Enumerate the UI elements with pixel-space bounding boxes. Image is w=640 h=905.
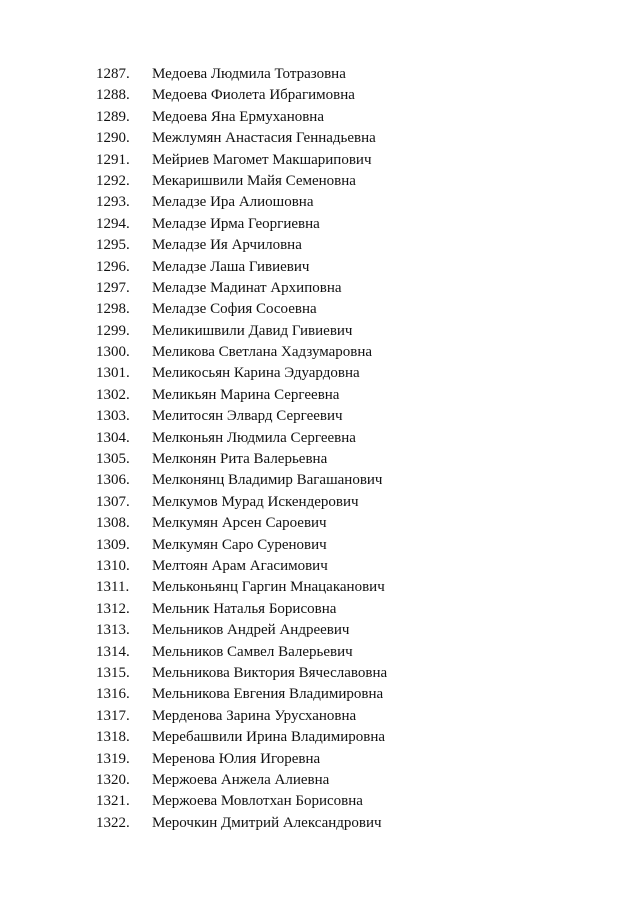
entry-number: 1300. (96, 344, 130, 361)
entry-number: 1308. (96, 515, 130, 532)
entry-number: 1295. (96, 237, 130, 254)
list-item (96, 171, 387, 192)
entry-name: Меладзе Лаша Гивиевич (152, 258, 310, 275)
entry-name: Меладзе Ия Арчиловна (152, 237, 302, 254)
list-item (96, 556, 387, 577)
entry-name: Медоева Людмила Тотразовна (152, 66, 346, 82)
entry-name: Мельников Андрей Андреевич (152, 622, 350, 639)
entry-name: Медоева Фиолета Ибрагимовна (152, 87, 355, 104)
entry-number: 1304. (96, 429, 130, 446)
entry-name: Меладзе Ирма Георгиевна (152, 215, 320, 232)
list-item (96, 107, 387, 128)
list-item (96, 813, 387, 834)
list-item (96, 85, 387, 106)
entry-name: Мелкумов Мурад Искендерович (152, 493, 359, 510)
list-item (96, 535, 387, 556)
list-item (96, 385, 387, 406)
entry-name: Меренова Юлия Игоревна (152, 750, 321, 767)
list-item (96, 620, 387, 641)
entry-name: Мельник Наталья Борисовна (152, 600, 337, 617)
list-item (96, 770, 387, 791)
list-item (96, 577, 387, 598)
entry-number: 1315. (96, 664, 130, 681)
entry-number: 1289. (96, 108, 130, 125)
entry-number: 1299. (96, 322, 130, 339)
entry-name: Меликова Светлана Хадзумаровна (152, 344, 373, 361)
entry-name: Мелконянц Владимир Вагашанович (152, 472, 383, 489)
entry-number: 1316. (96, 686, 130, 703)
entry-number: 1312. (96, 600, 130, 617)
entry-name: Мержоева Мовлотхан Борисовна (152, 793, 363, 810)
entry-number: 1291. (96, 151, 130, 168)
entry-number: 1288. (96, 87, 130, 104)
list-item (96, 150, 387, 171)
entry-number: 1322. (96, 814, 130, 831)
entry-name: Мельникова Евгения Владимировна (152, 686, 384, 703)
list-item (96, 406, 387, 427)
list-item (96, 321, 387, 342)
entry-name: Мержоева Анжела Алиевна (152, 771, 330, 788)
list-item (96, 449, 387, 470)
entry-name: Мекаришвили Майя Семеновна (152, 172, 356, 189)
entry-number: 1314. (96, 643, 130, 660)
entry-number: 1317. (96, 707, 130, 724)
entry-number: 1309. (96, 536, 130, 553)
entry-name: Мельников Самвел Валерьевич (152, 643, 353, 660)
list-item (96, 684, 387, 705)
entry-number: 1297. (96, 279, 130, 296)
list-item (96, 599, 387, 620)
entry-name: Меладзе София Сосоевна (152, 301, 317, 318)
list-item (96, 299, 387, 320)
entry-number: 1301. (96, 365, 130, 382)
entry-number: 1296. (96, 258, 130, 275)
list-item (96, 663, 387, 684)
entry-name: Мельникова Виктория Вячеславовна (152, 664, 388, 681)
list-item (96, 428, 387, 449)
list-item (96, 513, 387, 534)
entry-name: Меликишвили Давид Гивиевич (152, 322, 353, 339)
entry-number: 1292. (96, 172, 130, 189)
entry-name: Меладзе Мадинат Архиповна (152, 279, 342, 296)
entry-name: Медоева Яна Ермухановна (152, 108, 324, 125)
entry-number: 1298. (96, 301, 130, 318)
entry-number: 1318. (96, 729, 130, 746)
entry-name: Меликьян Марина Сергеевна (152, 386, 340, 403)
entry-name: Меребашвили Ирина Владимировна (152, 729, 386, 746)
entry-number: 1319. (96, 750, 130, 767)
entry-number: 1302. (96, 386, 130, 403)
entry-name: Мелтоян Арам Агасимович (152, 557, 328, 574)
entry-number: 1290. (96, 130, 130, 147)
entry-number: 1294. (96, 215, 130, 232)
list-item (96, 727, 387, 748)
entry-number: 1305. (96, 451, 130, 468)
entry-name: Межлумян Анастасия Геннадьевна (152, 130, 376, 147)
entry-number: 1287. (96, 66, 130, 82)
entry-name: Мелконьян Людмила Сергеевна (152, 429, 356, 446)
list-item (96, 791, 387, 812)
list-item (96, 64, 387, 85)
entry-number: 1303. (96, 408, 130, 425)
entry-name: Мелконян Рита Валерьевна (152, 451, 328, 468)
entry-name: Мейриев Магомет Макшарипович (152, 151, 372, 168)
name-list (96, 64, 387, 834)
list-item (96, 278, 387, 299)
list-item (96, 192, 387, 213)
entry-number: 1320. (96, 771, 130, 788)
list-item (96, 235, 387, 256)
entry-number: 1293. (96, 194, 130, 211)
entry-number: 1307. (96, 493, 130, 510)
list-item (96, 749, 387, 770)
list-item (96, 214, 387, 235)
list-item (96, 706, 387, 727)
list-item (96, 642, 387, 663)
list-item (96, 342, 387, 363)
entry-number: 1311. (96, 579, 130, 596)
list-item (96, 492, 387, 513)
entry-name: Мерочкин Дмитрий Александрович (152, 814, 382, 831)
entry-name: Меладзе Ира Алиошовна (152, 194, 314, 211)
entry-number: 1321. (96, 793, 130, 810)
entry-name: Мелитосян Элвард Сергеевич (152, 408, 343, 425)
entry-name: Мелкумян Саро Суренович (152, 536, 327, 553)
entry-name: Мельконьянц Гаргин Мнацаканович (152, 579, 385, 596)
list-item (96, 470, 387, 491)
list-item (96, 128, 387, 149)
entry-number: 1313. (96, 622, 130, 639)
list-item (96, 257, 387, 278)
list-item (96, 363, 387, 384)
entry-number: 1306. (96, 472, 130, 489)
entry-number: 1310. (96, 557, 130, 574)
entry-name: Мерденова Зарина Урусхановна (152, 707, 357, 724)
entry-name: Меликосьян Карина Эдуардовна (152, 365, 360, 382)
entry-name: Мелкумян Арсен Сароевич (152, 515, 327, 532)
